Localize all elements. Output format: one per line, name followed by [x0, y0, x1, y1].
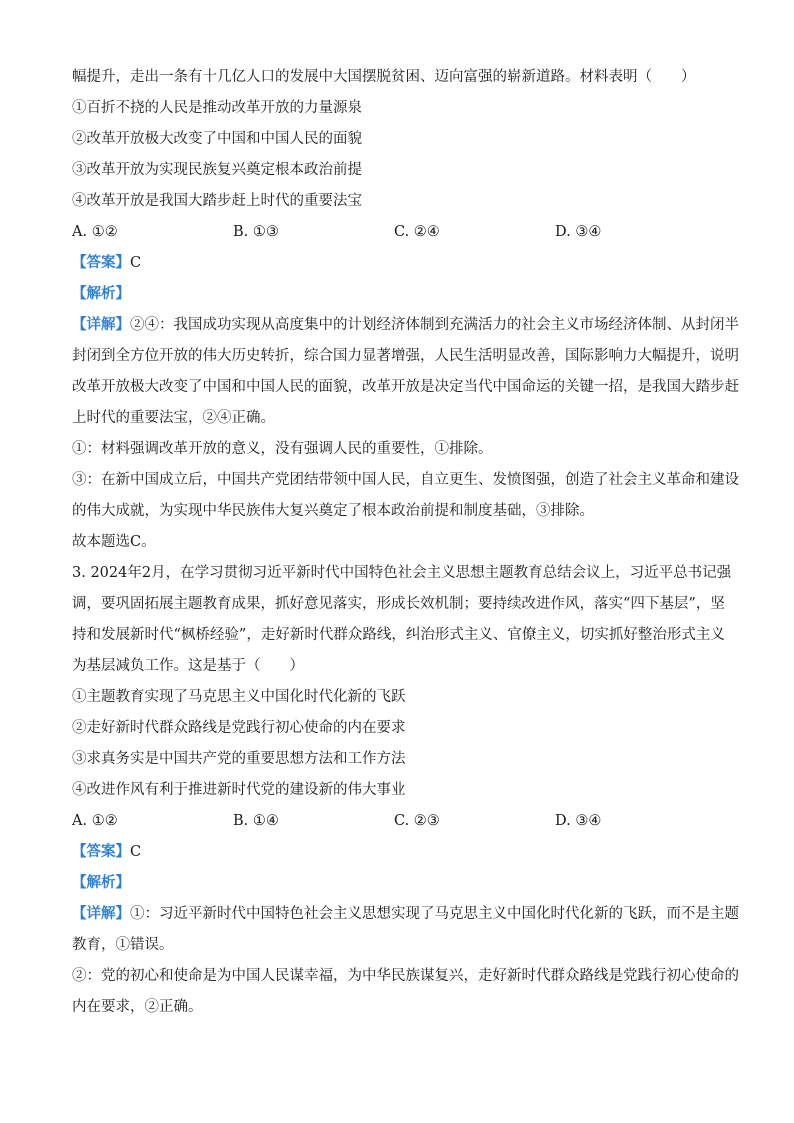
q3-option-a: A. ①② [72, 813, 118, 829]
q2-option-a: A. ①② [72, 224, 118, 240]
q3-option-d: D. ③④ [555, 813, 602, 829]
q2-options [72, 217, 724, 248]
q3-detail-line-2: 教育，①错误。 [72, 937, 174, 953]
answer-tag: 【答案】 [72, 844, 130, 860]
q2-analysis [72, 279, 724, 310]
q2-detail-line-2: 封闭到全方位开放的伟大历史转折，综合国力显著增强，人民生活明显改善，国际影响力大幅提升，说明 [72, 348, 739, 364]
q3-detail-line-1 [72, 899, 739, 930]
q3-answer [72, 837, 724, 868]
q3-item-1: ①主题教育实现了马克思主义中国化时代化新的飞跃 [72, 689, 406, 705]
q3-item-2: ②走好新时代群众路线是党践行初心使命的内在要求 [72, 720, 406, 736]
q3-stem-line-2: 调，要巩固拓展主题教育成果，抓好意见落实，形成长效机制；要持续改进作风，落实“四下基层”，坚 [72, 596, 725, 612]
q3-note-2: 内在要求，②正确。 [72, 999, 203, 1015]
q3-stem-line-1: 3. 2024年2月，在学习贯彻习近平新时代中国特色社会主义思想主题教育总结会议上，习近平总书记强 [72, 565, 732, 581]
q2-answer [72, 248, 724, 279]
answer-value: C [130, 844, 142, 860]
q3-options [72, 806, 724, 837]
q3-stem-line-4: 为基层减负工作。这是基于（ ） [72, 658, 304, 674]
q3-item-3: ③求真务实是中国共产党的重要思想方法和工作方法 [72, 751, 406, 767]
q2-option-d: D. ③④ [555, 224, 602, 240]
q2-note-1: ①：材料强调改革开放的意义，没有强调人民的重要性，①排除。 [72, 441, 493, 457]
q2-stem-tail: 幅提升，走出一条有十几亿人口的发展中大国摆脱贫困、迈向富强的崭新道路。材料表明（ ） [72, 69, 696, 85]
detail-text: ②④：我国成功实现从高度集中的计划经济体制到充满活力的社会主义市场经济体制、从封闭半 [130, 317, 739, 333]
q2-note-2: ③：在新中国成立后，中国共产党团结带领中国人民，自立更生、发愤图强，创造了社会主义革命和建设 [72, 472, 739, 488]
answer-tag: 【答案】 [72, 255, 130, 271]
q2-item-4: ④改革开放是我国大踏步赶上时代的重要法宝 [72, 193, 362, 209]
q2-detail-line-1 [72, 310, 739, 341]
q2-item-2: ②改革开放极大改变了中国和中国人民的面貌 [72, 131, 362, 147]
q2-item-3: ③改革开放为实现民族复兴奠定根本政治前提 [72, 162, 362, 178]
q3-option-c: C. ②③ [394, 813, 440, 829]
q3-stem-line-3: 持和发展新时代“枫桥经验”，走好新时代群众路线，纠治形式主义、官僚主义，切实抓好整治形式主义 [72, 627, 725, 643]
q3-item-4: ④改进作风有利于推进新时代党的建设新的伟大事业 [72, 782, 406, 798]
q3-analysis [72, 868, 724, 899]
q2-option-c: C. ②④ [394, 224, 440, 240]
q2-detail-line-3: 改革开放极大改变了中国和中国人民的面貌，改革开放是决定当代中国命运的关键一招，是我国大踏步赶 [72, 379, 739, 395]
q2-note-3: 的伟大成就，为实现中华民族伟大复兴奠定了根本政治前提和制度基础，③排除。 [72, 503, 594, 519]
q3-note-1: ②：党的初心和使命是为中国人民谋幸福，为中华民族谋复兴，走好新时代群众路线是党践行初心使命的 [72, 968, 739, 984]
analysis-tag: 【解析】 [72, 875, 130, 891]
detail-text: ①：习近平新时代中国特色社会主义思想实现了马克思主义中国化时代化新的飞跃，而不是主题 [130, 906, 739, 922]
answer-value: C [130, 255, 142, 271]
q3-option-b: B. ①④ [233, 813, 279, 829]
q2-item-1: ①百折不挠的人民是推动改革开放的力量源泉 [72, 100, 362, 116]
analysis-tag: 【解析】 [72, 286, 130, 302]
detail-tag: 【详解】 [72, 906, 130, 922]
detail-tag: 【详解】 [72, 317, 130, 333]
q2-detail-line-4: 上时代的重要法宝，②④正确。 [72, 410, 275, 426]
q2-option-b: B. ①③ [233, 224, 279, 240]
q2-conclusion: 故本题选C。 [72, 534, 156, 550]
